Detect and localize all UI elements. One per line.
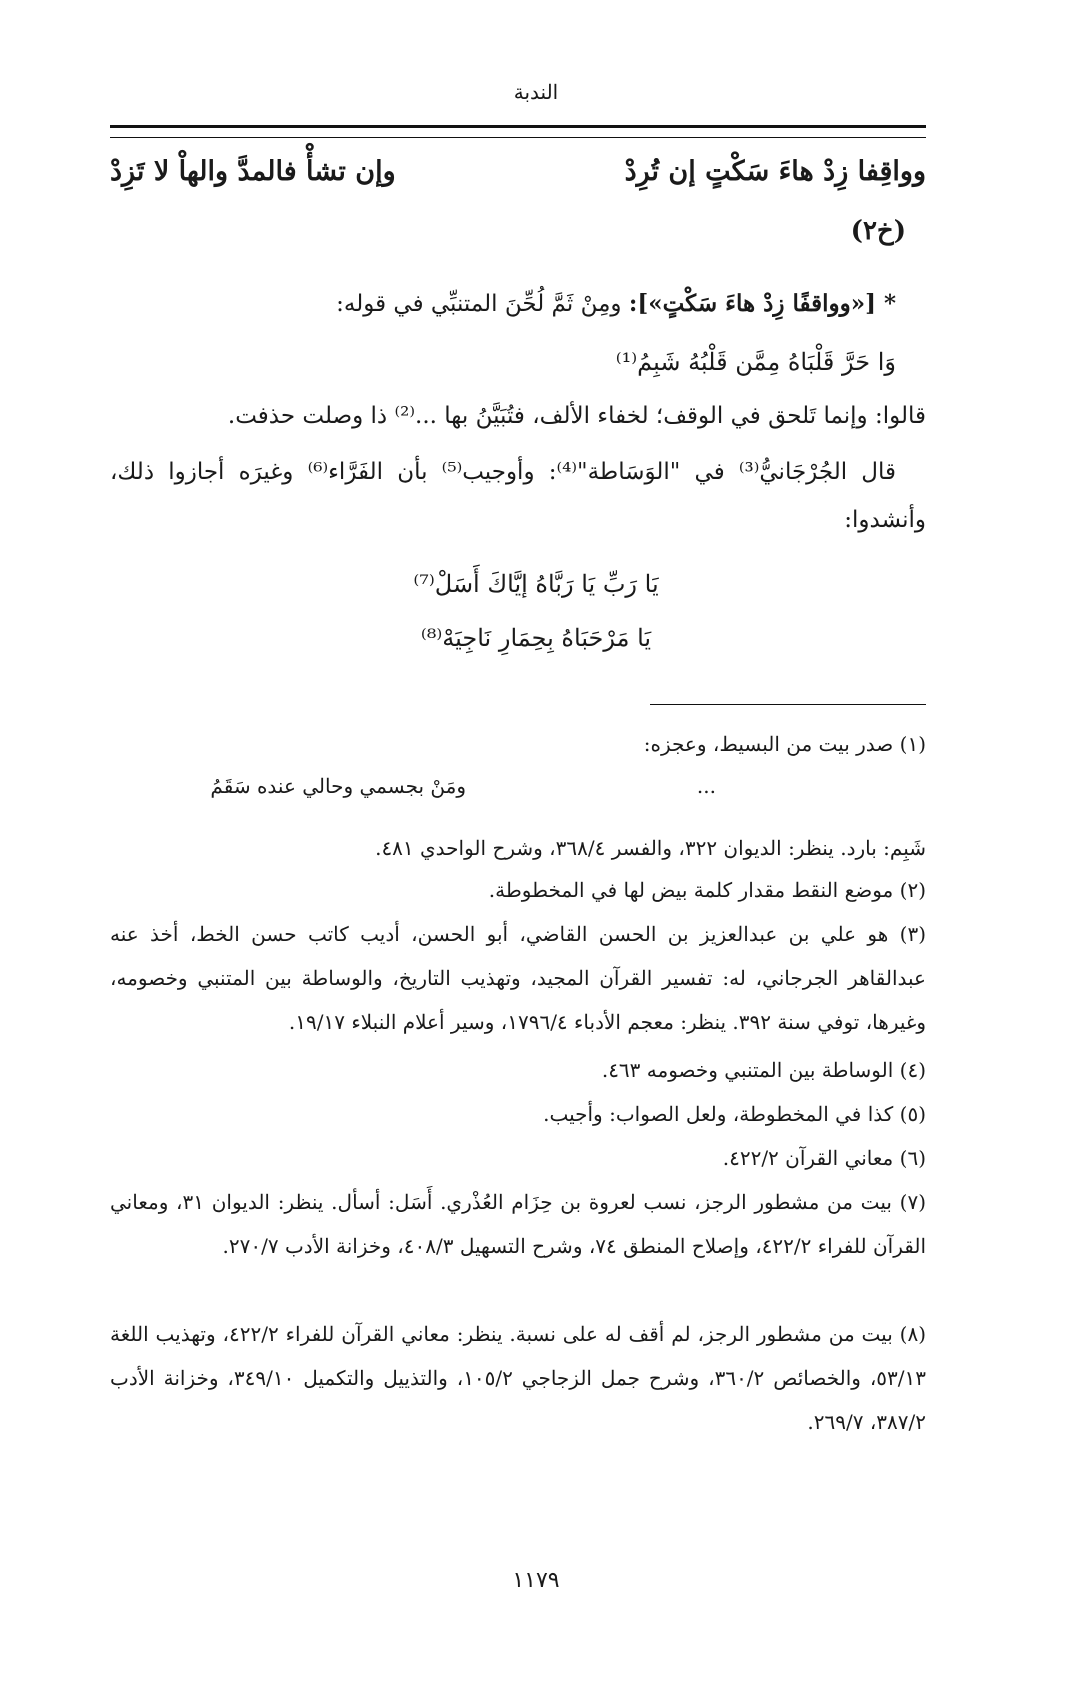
header-rule-thin bbox=[110, 137, 926, 138]
cited-verse-2: يَا رَبِّ يَا رَبَّاهُ إيَّاكَ أَسَلْ⁽⁷⁾ bbox=[413, 570, 659, 598]
footnote-1-verse bbox=[110, 774, 926, 814]
header-rule-thick bbox=[110, 125, 926, 128]
cited-verse-1: وَا حَرَّ قَلْبَاهُ مِمَّن قَلْبُهُ شَبِمُ⁽¹⁾ bbox=[615, 348, 896, 376]
commentary-paragraph-3: قال الجُرْجَانيُّ⁽³⁾ في "الوَسَاطة"⁽⁴⁾: وأوجيب⁽⁵⁾ بأن الفَرَّاء⁽⁶⁾ وغيرَه أجازوا ذلك، وأنشدوا: bbox=[110, 459, 926, 533]
verse-hemistich-right: وواقِفا زِدْ هاءَ سَكْتٍ إن تُرِدْ bbox=[624, 156, 926, 187]
cited-verse-3: يَا مَرْحَبَاهُ بِحِمَارِ نَاجِيَهْ⁽⁸⁾ bbox=[420, 624, 652, 652]
footnote-2: (٢) موضع النقط مقدار كلمة بيض لها في المخطوطة. bbox=[488, 878, 926, 902]
footnote-7: (٧) بيت من مشطور الرجز، نسب لعروة بن حِزَام العُذْري. أَسَل: أسأل. ينظر: الديوان ٣١، ومعاني القرآن للفراء ٤٢٢/٢، وإصلاح المنطق ٧٤، وشرح التسهيل ٤٠٨/٣، وخزانة الأدب ٢٧٠/٧. bbox=[110, 1190, 926, 1258]
footnote-verse-hemistich: ومَنْ بجسمي وحالي عنده سَقَمُ bbox=[210, 774, 466, 798]
footnote-1-continued: شَبِم: بارد. ينظر: الديوان ٣٢٢، والفسر ٣٦٨/٤، وشرح الواحدي ٤٨١. bbox=[375, 836, 926, 860]
footnote-5: (٥) كذا في المخطوطة، ولعل الصواب: وأجيب. bbox=[543, 1102, 926, 1126]
page-number: ١١٧٩ bbox=[512, 1568, 560, 1593]
running-header: الندبة bbox=[513, 80, 559, 104]
footnote-6: (٦) معاني القرآن ٤٢٢/٢. bbox=[722, 1146, 926, 1170]
footnote-separator bbox=[650, 704, 926, 705]
footnote-8: (٨) بيت من مشطور الرجز، لم أقف له على نسبة. ينظر: معاني القرآن للفراء ٤٢٢/٢، وتهذيب اللغة ٥٣/١٣، والخصائص ٣٦٠/٢، وشرح جمل الزجاجي ١٠٥/٢، والتذييل والتكميل ٣٤٩/١٠، وخزانة الأدب ٣٨٧/٢، ٢٦٩/٧. bbox=[110, 1322, 926, 1434]
footnote-verse-ellipsis: ... bbox=[696, 774, 716, 798]
commentary-paragraph-1 bbox=[110, 280, 926, 328]
quoted-phrase: * [«وواقفًا زِدْ هاءَ سَكْتٍ»]: bbox=[628, 290, 896, 317]
commentary-paragraph-2: قالوا: وإنما تَلحق في الوقف؛ لخفاء الألف، فتُبَيَّنُ بها ...⁽²⁾ ذا وصلت حذفت. bbox=[227, 403, 926, 429]
footnote-3: (٣) هو علي بن عبدالعزيز بن الحسن القاضي، أبو الحسن، أديب كاتب حسن الخط، أخذ عنه عبدالقاهر الجرجاني، له: تفسير القرآن المجيد، وتهذيب التاريخ، والوساطة بين المتنبي وخصومه، وغيرها، توفي سنة ٣٩٢. ينظر: معجم الأدباء ١٧٩٦/٤، وسير أعلام النبلاء ١٩/١٧. bbox=[110, 922, 926, 1034]
footnote-4: (٤) الوساطة بين المتنبي وخصومه ٤٦٣. bbox=[601, 1058, 926, 1082]
main-verse bbox=[110, 150, 926, 204]
paragraph-text: ومِنْ ثَمَّ لُحِّنَ المتنبِّي في قوله: bbox=[336, 291, 622, 317]
verse-reference: (خ٢) bbox=[850, 216, 906, 246]
verse-hemistich-left: وإن تشأْ فالمدَّ والهاْ لا تَزِدْ bbox=[110, 156, 396, 187]
footnote-1: (١) صدر بيت من البسيط، وعجزه: bbox=[643, 732, 926, 756]
